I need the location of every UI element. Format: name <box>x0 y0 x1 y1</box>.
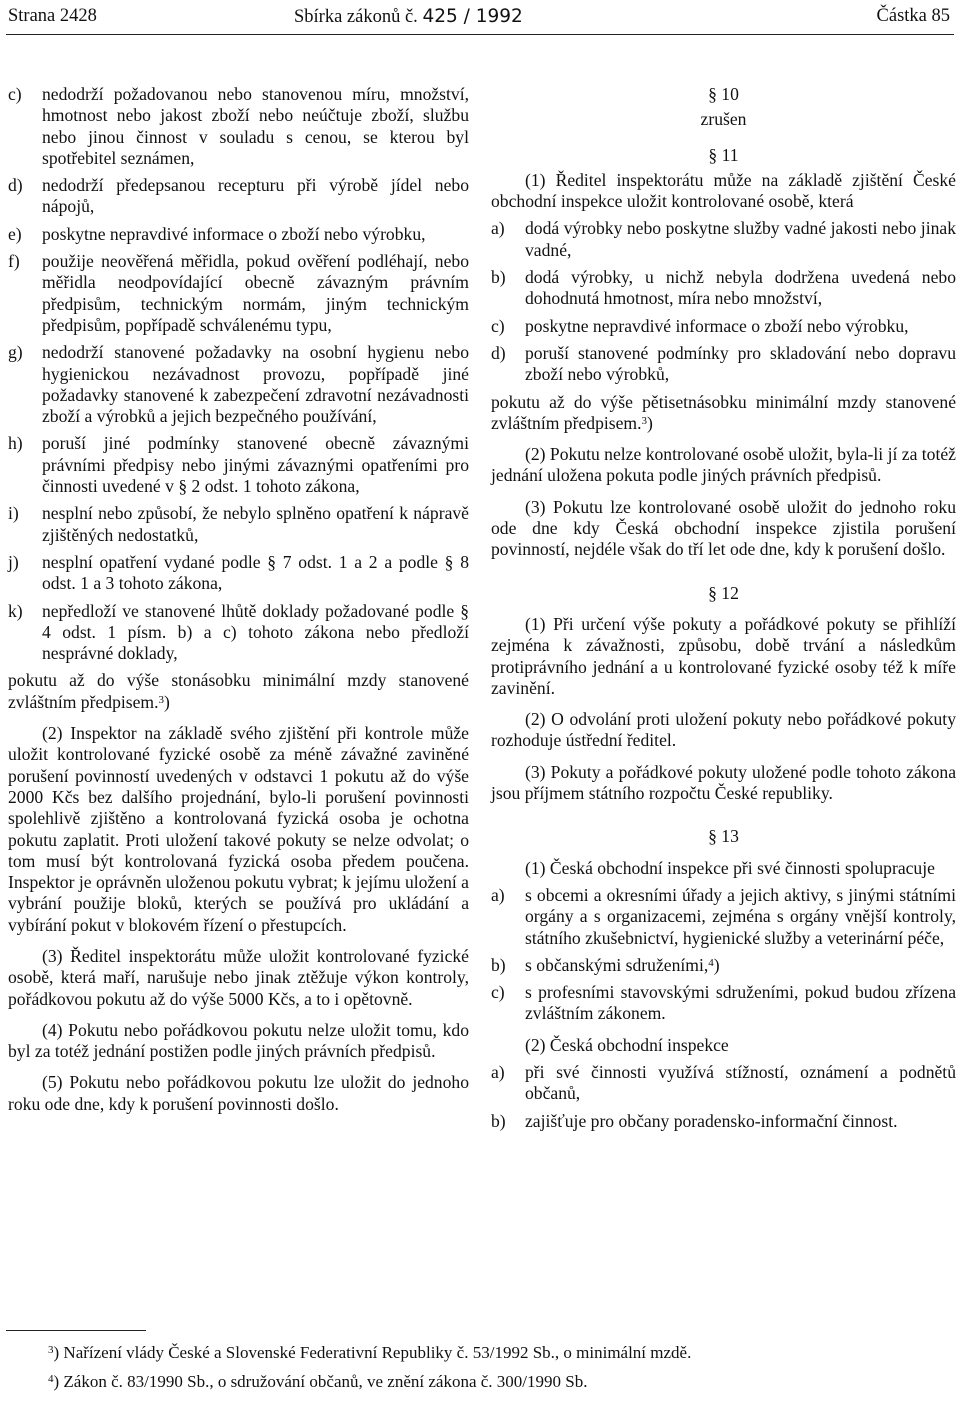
footnote-ref-paren: ) <box>164 691 170 712</box>
paragraph: (1) Ředitel inspektorátu může na základě zjištění České obchodní inspekce uložit kontrolované osobě, která <box>491 169 956 212</box>
item-text: nedodrží stanovené požadavky na osobní hygienu nebo hygienickou nezávadnost provozu, popřípadě jiné požadavky stanovené k zabezpečení zdravotní nezávadnosti zboží a výrobků a jejich bezpečného používání, <box>42 342 469 427</box>
item-marker: c) <box>491 982 505 1003</box>
paragraph: (3) Ředitel inspektorátu může uložit kontrolované fyzické osobě, která maří, narušuje nebo jinak ztěžuje výkon kontroly, pořádkovou pokutu až do výše 5000 Kčs, a to i opětovně. <box>8 945 469 1009</box>
item-text: zajišťuje pro občany poradensko-informační činnost. <box>525 1110 898 1131</box>
paragraph: (5) Pokutu nebo pořádkovou pokutu lze uložit do jednoho roku ode dne, kdy k porušení povinnosti došlo. <box>8 1072 469 1114</box>
item-text: poruší jiné podmínky stanovené obecně závaznými právními předpisy nebo jinými závaznými opatřeními pro činnosti uvedené v § 2 odst. 1 tohoto zákona, <box>42 433 469 497</box>
fine-clause <box>8 670 469 713</box>
item-marker: b) <box>491 954 506 975</box>
item-marker: i) <box>8 503 19 524</box>
paragraph: (2) O odvolání proti uložení pokuty nebo pořádkové pokuty rozhoduje ústřední ředitel. <box>491 709 956 751</box>
list-item <box>491 885 956 949</box>
footnote-text: ) Nařízení vlády České a Slovenské Federativní Republiky č. 53/1992 Sb., o minimální mzdě. <box>53 1343 692 1362</box>
list-item <box>491 1062 956 1105</box>
list-item <box>491 218 956 261</box>
fine-text: pokutu až do výše pětisetnásobku minimální mzdy stanovené zvláštním předpisem. <box>491 391 956 433</box>
list-item <box>8 84 469 169</box>
list-item <box>8 433 469 497</box>
right-column <box>491 84 956 1138</box>
list-item <box>8 503 469 546</box>
item-text: nesplní nebo způsobí, že nebylo splněno opatření k nápravě zjištěných nedostatků, <box>42 503 469 545</box>
footnote <box>48 1372 587 1392</box>
item-marker: e) <box>8 223 22 244</box>
item-marker: j) <box>8 551 19 572</box>
item-text: nesplní opatření vydané podle § 7 odst. 1 a 2 a podle § 8 odst. 1 a 3 tohoto zákona, <box>42 551 469 594</box>
item-text: poskytne nepravdivé informace o zboží nebo výrobku, <box>525 315 909 336</box>
footnote-ref: 3 <box>641 414 647 427</box>
footnote-ref: 3 <box>158 693 164 706</box>
paragraph: (1) Česká obchodní inspekce při své činnosti spolupracuje <box>525 857 935 878</box>
footnote-text: ) Zákon č. 83/1990 Sb., o sdružování občanů, ve znění zákona č. 300/1990 Sb. <box>53 1372 588 1391</box>
item-marker: k) <box>8 600 23 621</box>
list-item <box>8 251 469 336</box>
list-item <box>491 316 956 337</box>
item-text: nepředloží ve stanovené lhůtě doklady požadované podle § 4 odst. 1 písm. b) a c) tohoto zákona nebo předloží nesprávné doklady, <box>42 600 469 664</box>
item-text: při své činnosti využívá stížností, oznámení a podnětů občanů, <box>525 1061 956 1104</box>
item-marker: g) <box>8 342 23 363</box>
item-marker: a) <box>491 218 505 239</box>
list-item <box>8 601 469 665</box>
list-item <box>8 342 469 427</box>
item-marker: a) <box>491 1061 505 1082</box>
item-marker: h) <box>8 433 23 454</box>
item-marker: d) <box>491 342 506 363</box>
paragraph: (3) Pokuty a pořádkové pokuty uložené podle tohoto zákona jsou příjmem státního rozpočtu České republiky. <box>491 761 956 804</box>
paragraph: (4) Pokutu nebo pořádkovou pokutu nelze uložit tomu, kdo byl za totéž jednání postižen podle jiných právních předpisů. <box>8 1019 469 1062</box>
item-text: poskytne nepravdivé informace o zboží nebo výrobku, <box>42 223 426 244</box>
item-text: s obcemi a okresními úřady a jejich aktivy, s jinými státními orgány a s organizacemi, zejména s orgány vnější kontroly, státního zkušebnictví, hygienické služby a veterinární péče, <box>525 884 956 948</box>
item-text: dodá výrobky, u nichž nebyla dodržena uvedená nebo dohodnutá hmotnost, míra nebo množství, <box>525 267 956 309</box>
footnote-rule <box>6 1330 146 1331</box>
list-item <box>8 552 469 595</box>
paragraph: (3) Pokutu lze kontrolované osobě uložit do jednoho roku ode dne kdy Česká obchodní inspekce zjistila porušení povinností, nejdéle však do tří let ode dne, kdy k porušení došlo. <box>491 496 956 560</box>
section-heading: § 12 <box>708 582 739 603</box>
left-column <box>8 84 469 1121</box>
list-item <box>491 267 956 310</box>
fine-clause <box>491 392 956 435</box>
list-item <box>491 955 956 976</box>
list-item <box>8 175 469 218</box>
header-rule <box>6 34 954 35</box>
item-marker: f) <box>8 251 20 272</box>
item-text: poruší stanovené podmínky pro skladování nebo dopravu zboží nebo výrobků, <box>525 342 956 385</box>
list-item <box>491 343 956 386</box>
paragraph: (2) Pokutu nelze kontrolované osobě uložit, byla-li jí za totéž jednání uložena pokuta podle jiných právních předpisů. <box>491 444 956 486</box>
section-heading: § 13 <box>708 826 739 847</box>
page-number: Strana 2428 <box>8 6 97 26</box>
footnote-ref-paren: ) <box>647 412 653 433</box>
list-item <box>491 1111 956 1132</box>
item-marker: d) <box>8 175 23 196</box>
item-marker: c) <box>491 315 505 336</box>
footnote-ref-paren: ) <box>713 954 720 975</box>
item-marker: c) <box>8 84 22 104</box>
item-text: použije neověřená měřidla, pokud ověření podléhají, nebo měřidla neodpovídající obecně závazným právním předpisům, technickým normám, jiným technickým předpisům, popřípadě schválenému typu, <box>42 251 469 335</box>
collection-name: Sbírka zákonů č. <box>294 7 418 27</box>
item-text: s profesními stavovskými sdruženími, pokud budou zřízena zvláštním zákonem. <box>525 982 956 1024</box>
item-marker: b) <box>491 267 506 288</box>
footnote-number: 3 <box>48 1344 54 1356</box>
list-item <box>491 982 956 1025</box>
issue-number: Částka 85 <box>876 6 950 26</box>
law-number: 425 / 1992 <box>422 6 523 27</box>
footnote-ref: 4 <box>708 956 714 969</box>
item-text: nedodrží požadovanou nebo stanovenou míru, množství, hmotnost nebo jakost zboží nebo neúčtuje zboží, službu nebo jinou činnost v souladu s cenou, se kterou byl spotřebitel seznámen, <box>42 84 469 168</box>
collection-title <box>294 6 523 28</box>
fine-text: pokutu až do výše stonásobku minimální mzdy stanovené zvláštním předpisem. <box>8 670 469 712</box>
item-marker: b) <box>491 1110 506 1131</box>
paragraph: (1) Při určení výše pokuty a pořádkové pokuty se přihlíží zejména k závažnosti, způsobu, době trvání a následkům protiprávního jednání a u kontrolované fyzické osoby též k míře zavinění. <box>491 613 956 698</box>
item-text: dodá výrobky nebo poskytne služby vadné jakosti nebo jinak vadné, <box>525 218 956 260</box>
paragraph: (2) Inspektor na základě svého zjištění při kontrole může uložit kontrolované fyzické osobě za méně závažné zaviněné porušení povinností uvedených v odstavci 1 pokutu až do výše 2000 Kčs bez dalšího projednání, bylo-li porušení povinnosti spolehlivě zjištěno a kontrolovaná fyzická osoba je ochotna pokutu zaplatit. Proti uložení takové pokuty se nelze odvolat; o tom musí být kontrolovaná fyzická osoba předem poučena. Inspektor je oprávněn uloženou pokutu vybrat; k jejímu uložení a vybrání použije bloků, kterých se používá pro ukládání a vybírání pokut v blokovém řízení o přestupcích. <box>8 723 469 935</box>
section-heading: § 11 <box>708 144 739 165</box>
list-item <box>8 224 469 245</box>
page-header <box>6 0 954 34</box>
section-note: zrušen <box>700 109 747 130</box>
item-text: nedodrží předepsanou recepturu při výrobě jídel nebo nápojů, <box>42 175 469 217</box>
item-marker: a) <box>491 884 505 905</box>
item-text: s občanskými sdruženími, <box>525 954 709 975</box>
footnote <box>48 1343 691 1363</box>
footnote-number: 4 <box>48 1373 54 1385</box>
paragraph: (2) Česká obchodní inspekce <box>525 1034 729 1055</box>
section-heading: § 10 <box>708 84 739 104</box>
